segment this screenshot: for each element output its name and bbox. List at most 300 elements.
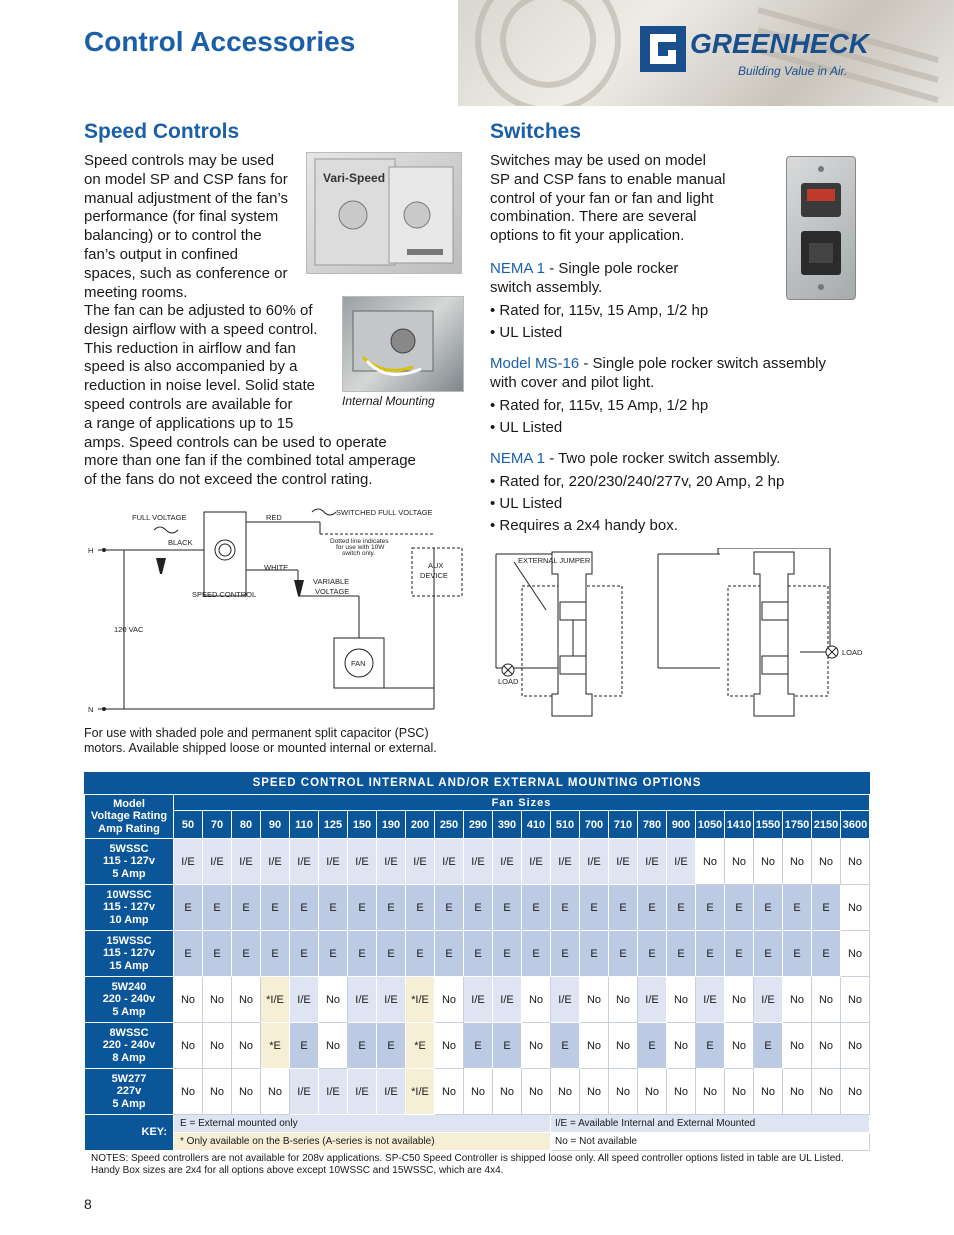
table-cell: E — [609, 885, 638, 931]
switches-intro-line: SP and CSP fans to enable manual — [490, 170, 726, 188]
fan-size-header: 3600 — [841, 811, 870, 839]
model-cell-line: 115 - 127v — [103, 855, 155, 868]
ms16-desc: with cover and pilot light. — [490, 373, 655, 391]
model-cell — [85, 885, 174, 931]
table-cell: No — [754, 1069, 783, 1115]
table-cell: I/E — [203, 839, 232, 885]
switches-intro-line: options to fit your application. — [490, 227, 685, 245]
table-cell: E — [783, 931, 812, 977]
model-cell-line: 8 Amp — [112, 1051, 146, 1064]
label-aux-device: AUX — [428, 561, 444, 570]
table-cell: *I/E — [406, 1069, 435, 1115]
table-cell: *E — [406, 1023, 435, 1069]
table-cell: I/E — [522, 839, 551, 885]
table-cell: I/E — [377, 1069, 406, 1115]
table-cell: I/E — [464, 977, 493, 1023]
internal-mounting-icon — [343, 297, 463, 391]
mounting-options-table — [84, 794, 870, 1151]
table-cell: No — [667, 1023, 696, 1069]
label-fan: FAN — [351, 659, 366, 668]
table-cell: I/E — [667, 839, 696, 885]
table-cell: I/E — [290, 1069, 319, 1115]
load-icon — [502, 664, 514, 676]
nema1b-desc: - Two pole rocker switch assembly. — [545, 450, 781, 467]
table-cell: E — [667, 931, 696, 977]
fan-size-header: 50 — [174, 811, 203, 839]
table-cell: E — [319, 885, 348, 931]
table-cell: E — [812, 931, 841, 977]
table-row — [85, 1069, 870, 1115]
label-external-jumper: EXTERNAL JUMPER — [518, 556, 591, 565]
internal-mounting-caption: Internal Mounting — [342, 394, 435, 408]
table-cell: I/E — [348, 1069, 377, 1115]
table-cell: No — [609, 1023, 638, 1069]
model-cell — [85, 839, 174, 885]
table-row — [85, 839, 870, 885]
table-cell: No — [725, 1069, 754, 1115]
model-cell — [85, 977, 174, 1023]
table-cell: I/E — [290, 977, 319, 1023]
nema1a-bullet: • UL Listed — [490, 323, 563, 341]
speed-body-line: amps. Speed controls can be used to operate — [84, 433, 387, 451]
nema1a-bullet: • Rated for, 115v, 15 Amp, 1/2 hp — [490, 301, 709, 319]
fan-size-header: 2150 — [812, 811, 841, 839]
model-cell-line: 5 Amp — [112, 867, 146, 880]
ms16-bullet: • Rated for, 115v, 15 Amp, 1/2 hp — [490, 396, 709, 414]
table-cell: E — [667, 885, 696, 931]
table-cell: E — [377, 931, 406, 977]
table-cell: No — [783, 839, 812, 885]
table-cell: No — [609, 977, 638, 1023]
model-header-line: Voltage Rating — [90, 810, 168, 823]
speed-footnote-line: motors. Available shipped loose or mounted internal or external. — [84, 740, 437, 755]
table-cell: E — [203, 931, 232, 977]
table-cell: No — [174, 1069, 203, 1115]
model-cell-line: 5W277 — [111, 1072, 147, 1085]
model-header-line: Amp Rating — [98, 822, 160, 835]
label-variable-voltage: VOLTAGE — [315, 587, 350, 596]
fan-size-header: 125 — [319, 811, 348, 839]
table-cell: I/E — [754, 977, 783, 1023]
fan-size-header: 80 — [232, 811, 261, 839]
table-cell: E — [754, 1023, 783, 1069]
table-cell: E — [174, 931, 203, 977]
table-cell: E — [203, 885, 232, 931]
table-cell: I/E — [377, 977, 406, 1023]
table-cell: E — [174, 885, 203, 931]
model-cell — [85, 1069, 174, 1115]
fan-size-header: 1050 — [696, 811, 725, 839]
ms16-bullet: • UL Listed — [490, 418, 563, 436]
fan-size-header: 200 — [406, 811, 435, 839]
switch-plate-icon — [787, 157, 855, 299]
table-cell: *I/E — [261, 977, 290, 1023]
speed-intro-line: Speed controls may be used — [84, 152, 275, 169]
table-cell: E — [261, 931, 290, 977]
table-cell: No — [667, 977, 696, 1023]
logo-mark-icon — [640, 26, 686, 72]
key-ie: I/E = Available Internal and External Mounted — [551, 1115, 870, 1133]
table-cell: No — [812, 839, 841, 885]
table-cell: I/E — [406, 839, 435, 885]
nema1a-name: NEMA 1 — [490, 260, 546, 277]
fan-size-header: 290 — [464, 811, 493, 839]
label-variable-voltage: VARIABLE — [313, 577, 350, 586]
page-title: Control Accessories — [84, 26, 356, 57]
table-cell: No — [667, 1069, 696, 1115]
key-no: No = Not available — [551, 1133, 870, 1151]
table-cell: I/E — [551, 839, 580, 885]
label-n: N — [88, 705, 94, 714]
model-cell-line: 8WSSC — [109, 1026, 149, 1039]
model-cell-line: 5WSSC — [109, 842, 149, 855]
table-cell: No — [464, 1069, 493, 1115]
table-cell: E — [348, 1023, 377, 1069]
model-header — [85, 795, 174, 839]
switch-plate-photo — [786, 156, 856, 300]
brand-tagline: Building Value in Air. — [738, 64, 848, 78]
speed-controls-heading: Speed Controls — [84, 120, 240, 143]
table-cell: I/E — [638, 977, 667, 1023]
switch-device-1 — [552, 552, 592, 716]
fan-size-header: 510 — [551, 811, 580, 839]
table-cell: E — [696, 1023, 725, 1069]
speed-body-line: a range of applications up to 15 — [84, 414, 294, 432]
table-cell: I/E — [464, 839, 493, 885]
table-cell: No — [522, 977, 551, 1023]
ms16-name: Model MS-16 — [490, 355, 580, 372]
speed-body-line: reduction in noise level. Solid state — [84, 377, 315, 395]
model-cell-line: 5 Amp — [112, 1097, 146, 1110]
table-cell: I/E — [435, 839, 464, 885]
table-cell: I/E — [348, 839, 377, 885]
table-row — [85, 977, 870, 1023]
nema1b-bullet: • UL Listed — [490, 494, 563, 512]
table-cell: No — [174, 1023, 203, 1069]
table-cell: No — [580, 977, 609, 1023]
table-cell: *E — [261, 1023, 290, 1069]
table-cell: No — [319, 1023, 348, 1069]
model-cell-line: 10WSSC — [106, 888, 152, 901]
table-notes-line: Handy Box sizes are 2x4 for all options above except 10WSSC and 15WSSC, which are 4x4. — [91, 1165, 504, 1176]
table-cell: I/E — [609, 839, 638, 885]
speed-body-line: The fan can be adjusted to 60% of — [84, 302, 313, 319]
model-cell-line: 5W240 — [111, 980, 147, 993]
table-cell: No — [696, 1069, 725, 1115]
table-cell: E — [290, 1023, 319, 1069]
table-cell: No — [232, 1023, 261, 1069]
table-cell: I/E — [493, 977, 522, 1023]
fan-size-header: 250 — [435, 811, 464, 839]
model-cell-line: 5 Amp — [112, 1005, 146, 1018]
label-h: H — [88, 546, 94, 555]
fan-size-header: 1410 — [725, 811, 754, 839]
speed-intro-line: on model SP and CSP fans for — [84, 170, 288, 188]
table-cell: E — [580, 885, 609, 931]
table-cell: E — [551, 1023, 580, 1069]
table-cell: No — [580, 1023, 609, 1069]
table-cell: No — [812, 1023, 841, 1069]
switch-device-2 — [754, 552, 794, 716]
table-cell: E — [725, 931, 754, 977]
table-cell: I/E — [261, 839, 290, 885]
model-cell-line: 10 Amp — [109, 913, 149, 926]
table-cell: E — [377, 1023, 406, 1069]
table-title: SPEED CONTROL INTERNAL AND/OR EXTERNAL MOUNTING OPTIONS — [84, 772, 870, 794]
table-cell: I/E — [580, 839, 609, 885]
table-cell: No — [638, 1069, 667, 1115]
table-cell: E — [348, 931, 377, 977]
label-load: LOAD — [498, 677, 519, 686]
fan-size-header: 1750 — [783, 811, 812, 839]
label-speed-control: SPEED CONTROL — [192, 590, 257, 599]
fan-size-header: 1550 — [754, 811, 783, 839]
model-header-line: Model — [113, 797, 145, 810]
table-cell: E — [696, 885, 725, 931]
speed-footnote-line: For use with shaded pole and permanent split capacitor (PSC) — [84, 726, 429, 740]
table-cell: E — [464, 885, 493, 931]
model-cell — [85, 1023, 174, 1069]
speed-body-line: speed controls are available for — [84, 395, 293, 413]
key-label: KEY: — [85, 1115, 174, 1151]
table-cell: E — [754, 885, 783, 931]
table-cell: I/E — [551, 977, 580, 1023]
table-cell: E — [435, 885, 464, 931]
table-cell: E — [493, 1023, 522, 1069]
model-cell-line: 220 - 240v — [102, 993, 156, 1006]
table-cell: E — [812, 885, 841, 931]
model-cell-line: 115 - 127v — [103, 901, 155, 914]
table-cell: No — [783, 977, 812, 1023]
table-cell: E — [290, 885, 319, 931]
table-cell: No — [725, 977, 754, 1023]
internal-mounting-photo — [342, 296, 464, 392]
table-cell: E — [725, 885, 754, 931]
fan-size-header: 410 — [522, 811, 551, 839]
table-cell: No — [783, 1023, 812, 1069]
nema1b-block — [490, 450, 870, 535]
table-cell: E — [754, 931, 783, 977]
table-row — [85, 1023, 870, 1069]
nema1a-desc: - Single pole rocker — [545, 260, 679, 277]
page-number: 8 — [84, 1196, 92, 1212]
table-cell: No — [522, 1069, 551, 1115]
table-cell: No — [203, 1023, 232, 1069]
table-cell: E — [232, 885, 261, 931]
table-cell: No — [725, 1023, 754, 1069]
table-cell: *I/E — [406, 977, 435, 1023]
nema1a-desc: switch assembly. — [490, 278, 603, 296]
speed-control-wiring-diagram — [84, 500, 464, 722]
fan-size-header: 150 — [348, 811, 377, 839]
model-cell — [85, 931, 174, 977]
speed-body-line: more than one fan if the combined total amperage — [84, 452, 416, 470]
switches-intro-line: control of your fan or fan and light — [490, 189, 714, 207]
ms16-desc: - Single pole rocker switch assembly — [579, 355, 826, 372]
vari-speed-photo — [306, 152, 462, 274]
table-cell: E — [551, 885, 580, 931]
fan-size-header: 710 — [609, 811, 638, 839]
table-cell: E — [464, 931, 493, 977]
table-cell: No — [435, 977, 464, 1023]
table-cell: No — [203, 977, 232, 1023]
table-cell: I/E — [319, 839, 348, 885]
table-cell: No — [232, 1069, 261, 1115]
vari-speed-label: Vari-Speed — [323, 171, 386, 185]
label-dotted-note: switch only. — [342, 550, 376, 557]
fan-sizes-header: Fan Sizes — [174, 795, 870, 811]
label-dotted-note: Dotted line indicates — [330, 538, 389, 545]
fan-size-header: 780 — [638, 811, 667, 839]
table-row — [85, 885, 870, 931]
table-cell: I/E — [232, 839, 261, 885]
load-icon — [826, 646, 838, 658]
table-cell: E — [580, 931, 609, 977]
table-cell: E — [464, 1023, 493, 1069]
table-cell: No — [841, 931, 870, 977]
table-cell: E — [261, 885, 290, 931]
switches-heading: Switches — [490, 120, 582, 143]
label-120vac: 120 VAC — [114, 625, 144, 634]
table-cell: E — [522, 885, 551, 931]
switch-wiring-diagram — [490, 548, 870, 720]
table-cell: E — [522, 931, 551, 977]
table-cell: No — [841, 977, 870, 1023]
label-white: WHITE — [264, 563, 289, 572]
label-switched-full-voltage: SWITCHED FULL VOLTAGE — [336, 508, 433, 517]
table-cell: No — [841, 1069, 870, 1115]
brand-name: GREENHECK — [690, 28, 869, 59]
switches-intro — [490, 152, 760, 246]
table-cell: E — [609, 931, 638, 977]
switches-intro-line: Switches may be used on model — [490, 152, 706, 169]
table-cell: E — [348, 885, 377, 931]
model-cell-line: 227v — [116, 1085, 142, 1098]
table-cell: E — [493, 931, 522, 977]
table-cell: E — [319, 931, 348, 977]
table-cell: E — [493, 885, 522, 931]
table-cell: I/E — [696, 977, 725, 1023]
speed-body-line: This reduction in airflow and fan — [84, 339, 296, 357]
nema1b-bullet: • Requires a 2x4 handy box. — [490, 516, 678, 534]
table-cell: I/E — [377, 839, 406, 885]
label-black: BLACK — [168, 538, 193, 547]
fan-size-header: 90 — [261, 811, 290, 839]
table-cell: No — [319, 977, 348, 1023]
table-cell: No — [812, 977, 841, 1023]
mounting-options-table-wrap — [84, 772, 870, 1151]
table-notes — [91, 1153, 871, 1177]
fan-size-header: 70 — [203, 811, 232, 839]
table-cell: I/E — [319, 1069, 348, 1115]
fan-size-header: 700 — [580, 811, 609, 839]
table-cell: No — [725, 839, 754, 885]
speed-body-line: of the fans do not exceed the control rating. — [84, 471, 373, 489]
nema1b-name: NEMA 1 — [490, 450, 546, 467]
table-cell: No — [754, 839, 783, 885]
table-cell: No — [841, 839, 870, 885]
table-cell: E — [638, 885, 667, 931]
label-aux-device: DEVICE — [420, 571, 448, 580]
table-cell: I/E — [348, 977, 377, 1023]
fan-size-header: 390 — [493, 811, 522, 839]
fan-size-header: 900 — [667, 811, 696, 839]
nema1a-block — [490, 260, 780, 342]
table-cell: No — [696, 839, 725, 885]
table-cell: No — [522, 1023, 551, 1069]
switches-intro-line: combination. There are several — [490, 208, 697, 226]
speed-intro-line: fan’s output in confined — [84, 245, 239, 263]
table-row — [85, 931, 870, 977]
table-cell: I/E — [493, 839, 522, 885]
fan-size-header: 190 — [377, 811, 406, 839]
model-cell-line: 15WSSC — [106, 934, 152, 947]
label-full-voltage: FULL VOLTAGE — [132, 513, 187, 522]
speed-body-line: speed is also accompanied by a — [84, 358, 298, 376]
table-cell: No — [261, 1069, 290, 1115]
speed-intro-line: balancing) or to control the — [84, 227, 262, 245]
ms16-block — [490, 355, 870, 437]
table-cell: E — [696, 931, 725, 977]
speed-intro-line: meeting rooms. — [84, 283, 188, 301]
speed-body-line: design airflow with a speed control. — [84, 320, 318, 338]
model-cell-line: 15 Amp — [109, 959, 149, 972]
table-cell: No — [841, 885, 870, 931]
table-cell: E — [435, 931, 464, 977]
table-cell: No — [783, 1069, 812, 1115]
table-cell: No — [580, 1069, 609, 1115]
speed-intro-line: spaces, such as conference or — [84, 264, 288, 282]
table-cell: E — [551, 931, 580, 977]
table-cell: E — [232, 931, 261, 977]
speed-footnote — [84, 726, 464, 755]
speed-intro-line: manual adjustment of the fan’s — [84, 189, 289, 207]
speed-intro-line: performance (for final system — [84, 208, 279, 226]
table-cell: No — [493, 1069, 522, 1115]
speed-intro — [84, 152, 314, 302]
table-cell: E — [638, 1023, 667, 1069]
table-cell: E — [406, 885, 435, 931]
greenheck-logo — [640, 26, 868, 84]
table-cell: I/E — [638, 839, 667, 885]
table-cell: E — [290, 931, 319, 977]
table-cell: E — [638, 931, 667, 977]
table-cell: No — [435, 1069, 464, 1115]
table-cell: No — [232, 977, 261, 1023]
label-dotted-note: for use with 10W — [336, 544, 385, 551]
label-red: RED — [266, 513, 282, 522]
key-e: E = External mounted only — [174, 1115, 551, 1133]
table-cell: E — [783, 885, 812, 931]
model-cell-line: 220 - 240v — [102, 1039, 156, 1052]
model-cell-line: 115 - 127v — [103, 947, 155, 960]
nema1b-bullet: • Rated for, 220/230/240/277v, 20 Amp, 2 hp — [490, 472, 785, 490]
fan-size-header: 110 — [290, 811, 319, 839]
key-star: * Only available on the B-series (A-series is not available) — [174, 1133, 551, 1151]
label-load: LOAD — [842, 648, 863, 657]
table-cell: No — [609, 1069, 638, 1115]
table-cell: No — [203, 1069, 232, 1115]
table-cell: I/E — [174, 839, 203, 885]
table-cell: E — [406, 931, 435, 977]
table-cell: No — [812, 1069, 841, 1115]
table-cell: No — [174, 977, 203, 1023]
table-cell: No — [841, 1023, 870, 1069]
table-cell: E — [377, 885, 406, 931]
table-cell: No — [551, 1069, 580, 1115]
table-cell: I/E — [290, 839, 319, 885]
table-notes-line: NOTES: Speed controllers are not available for 208v applications. SP-C50 Speed Controller is shipped loose only. All speed controller options listed in table are UL Listed. — [91, 1153, 844, 1164]
